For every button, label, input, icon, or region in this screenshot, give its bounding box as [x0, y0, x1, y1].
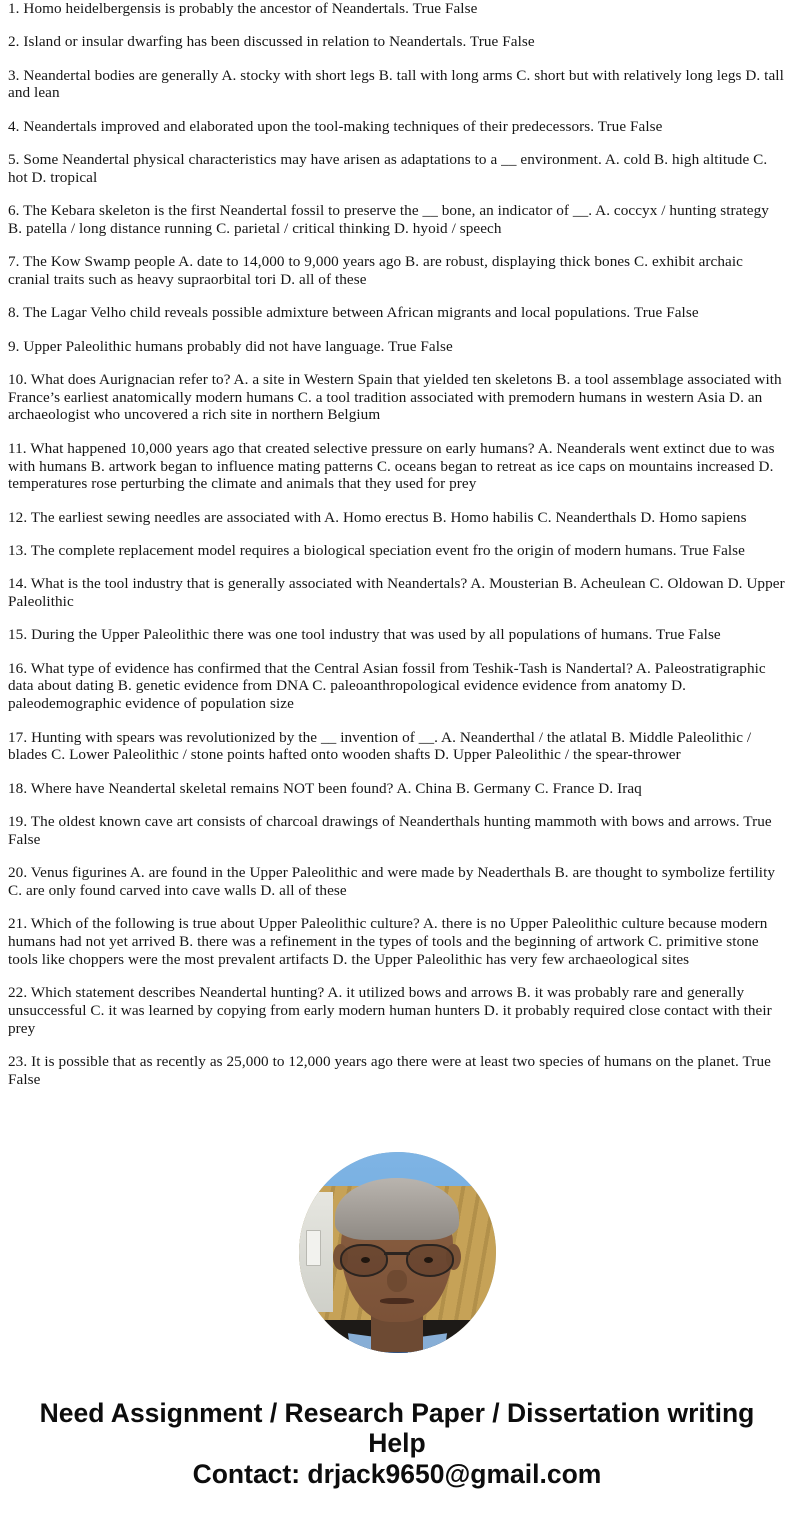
quiz-question: 18. Where have Neandertal skeletal remains NOT been found? A. China B. Germany C. France D. Iraq	[8, 779, 642, 797]
photo-glasses-bridge	[384, 1252, 410, 1255]
avatar	[299, 1152, 496, 1353]
quiz-question: 4. Neandertals improved and elaborated upon the tool-making techniques of their predecessors. True False	[8, 117, 663, 135]
photo-eye-left	[361, 1257, 370, 1263]
quiz-question: 8. The Lagar Velho child reveals possible admixture between African migrants and local populations. True False	[8, 304, 699, 322]
quiz-question: 2. Island or insular dwarfing has been discussed in relation to Neandertals. True False	[8, 33, 535, 51]
avatar-container	[0, 1152, 794, 1357]
quiz-question: 12. The earliest sewing needles are associated with A. Homo erectus B. Homo habilis C. Neanderthals D. Homo sapiens	[8, 508, 747, 526]
photo-light-switch	[306, 1230, 321, 1266]
quiz-question: 5. Some Neandertal physical characteristics may have arisen as adaptations to a __ environment. A. cold B. high altitude C. hot D. tropical	[8, 150, 768, 186]
quiz-question: 23. It is possible that as recently as 25,000 to 12,000 years ago there were at least two species of humans on the planet. True False	[8, 1052, 771, 1088]
quiz-question: 1. Homo heidelbergensis is probably the ancestor of Neandertals. True False	[8, 0, 478, 17]
quiz-question: 15. During the Upper Paleolithic there was one tool industry that was used by all populations of humans. True False	[8, 626, 721, 644]
quiz-question: 7. The Kow Swamp people A. date to 14,000 to 9,000 years ago B. are robust, displaying thick bones C. exhibit archaic cranial traits such as heavy supraorbital tori D. all of these	[8, 253, 743, 288]
footer	[0, 1398, 794, 1490]
photo-eyeglasses	[338, 1244, 456, 1274]
quiz-question: 6. The Kebara skeleton is the first Neandertal fossil to preserve the __ bone, an indicator of __. A. coccyx / hunting strategy B. patella / long distance running C. parietal / critical thinking D. hyoid / speech	[8, 202, 769, 237]
photo-eye-right	[424, 1257, 433, 1263]
quiz-question: 3. Neandertal bodies are generally A. stocky with short legs B. tall with long arms C. short but with relatively long legs D. tall and lean	[8, 66, 784, 102]
quiz-question: 9. Upper Paleolithic humans probably did not have language. True False	[8, 337, 453, 355]
quiz-question: 11. What happened 10,000 years ago that created selective pressure on early humans? A. Neanderals went extinct due to was with humans B. artwork began to influence mating patterns C. oceans began to retreat as ice caps on mountains increased D. temperatures rose perturbing the climate and animals that they used for prey	[8, 439, 775, 493]
quiz-question: 14. What is the tool industry that is generally associated with Neandertals? A. Mousterian B. Acheulean C. Oldowan D. Upper Paleolithic	[8, 575, 785, 611]
quiz-question: 22. Which statement describes Neandertal hunting? A. it utilized bows and arrows B. it was probably rare and generally unsuccessful C. it was learned by copying from early modern human hunters D. it probably required close contact with their prey	[8, 983, 772, 1037]
quiz-question: 13. The complete replacement model requires a biological speciation event fro the origin of modern humans. True False	[8, 541, 745, 559]
quiz-question: 17. Hunting with spears was revolutionized by the __ invention of __. A. Neanderthal / the atlatal B. Middle Paleolithic / blades C. Lower Paleolithic / stone points hafted onto wooden shafts D. Upper Paleolithic / the spear-thrower	[8, 728, 752, 764]
quiz-question: 20. Venus figurines A. are found in the Upper Paleolithic and were made by Neaderthals B. are thought to symbolize fertility C. are only found carved into cave walls D. all of these	[8, 864, 776, 899]
photo-lens-left	[340, 1244, 388, 1277]
footer-headline: Need Assignment / Research Paper / Dissertation writing Help	[39, 1398, 755, 1458]
photo-lens-right	[406, 1244, 454, 1277]
quiz-question: 19. The oldest known cave art consists of charcoal drawings of Neanderthals hunting mammoth with bows and arrows. True False	[8, 812, 772, 848]
photo-mouth	[380, 1298, 414, 1304]
quiz-question: 16. What type of evidence has confirmed that the Central Asian fossil from Teshik-Tash is Nandertal? A. Paleostratigraphic data about dating B. genetic evidence from DNA C. paleoanthropological evidence evidence from anatomy D. paleodemographic evidence of population size	[8, 659, 766, 713]
footer-contact: Contact: drjack9650@gmail.com	[192, 1459, 602, 1489]
quiz-question: 21. Which of the following is true about Upper Paleolithic culture? A. there is no Upper Paleolithic culture because modern humans had not yet arrived B. there was a refinement in the types of tools and the beginning of artwork C. primitive stone tools like choppers were the most prevalent artifacts D. the Upper Paleolithic has very few archaeological sites	[8, 915, 768, 968]
quiz-question: 10. What does Aurignacian refer to? A. a site in Western Spain that yielded ten skeletons B. a tool assemblage associated with France’s earliest anatomically modern humans C. a tool tradition associated with premodern humans in western Asia D. an archaeologist who uncovered a rich site in northern Belgium	[8, 370, 782, 424]
